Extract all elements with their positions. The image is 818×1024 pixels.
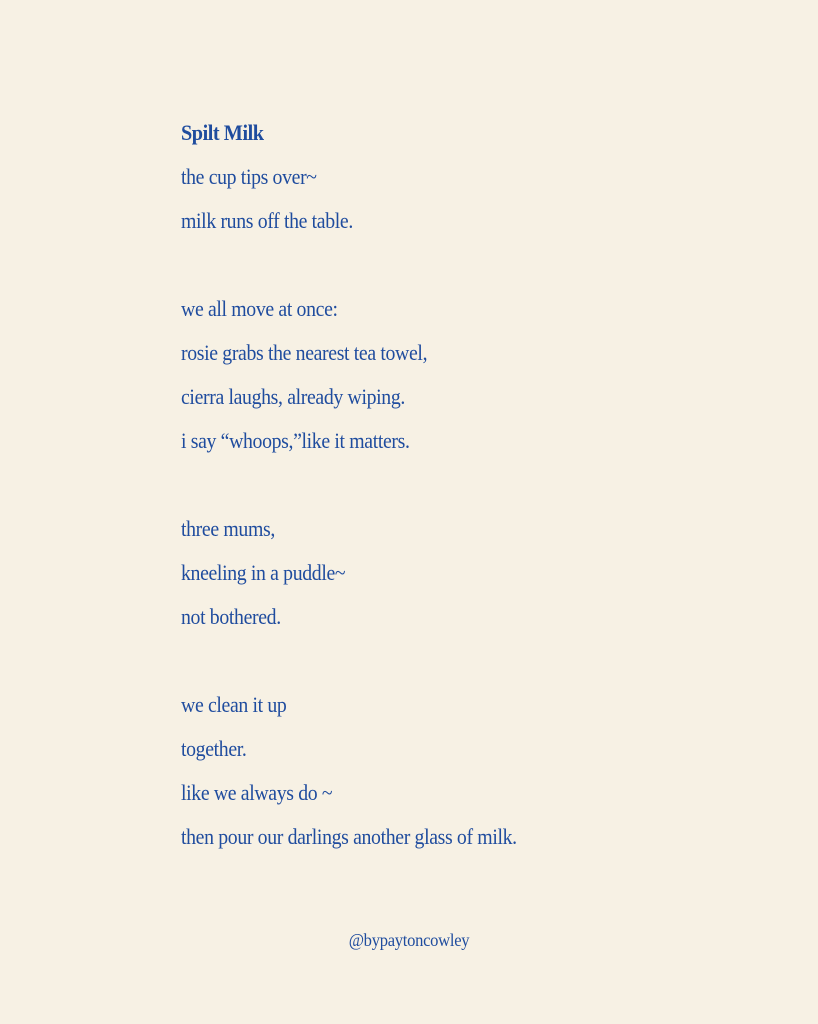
stanza-break — [181, 646, 781, 690]
stanza-2 — [181, 294, 781, 470]
poem-line: rosie grabs the nearest tea towel, — [181, 340, 428, 365]
stanza-4 — [181, 690, 781, 866]
stanza-1 — [181, 162, 781, 250]
poem — [181, 118, 781, 866]
stanza-break — [181, 470, 781, 514]
poem-line: milk runs off the table. — [181, 208, 353, 233]
poem-line: the cup tips over~ — [181, 164, 317, 189]
poem-line: we all move at once: — [181, 296, 338, 321]
poem-line: not bothered. — [181, 604, 281, 629]
poem-line: cierra laughs, already wiping. — [181, 384, 405, 409]
poem-line: like we always do ~ — [181, 780, 333, 805]
poem-line: together. — [181, 736, 247, 761]
poem-line: we clean it up — [181, 692, 287, 717]
author-handle: @bypaytoncowley — [348, 930, 470, 950]
poem-title: Spilt Milk — [181, 120, 264, 145]
poem-line: three mums, — [181, 516, 275, 541]
stanza-break — [181, 250, 781, 294]
poem-line: i say “whoops,”like it matters. — [181, 428, 410, 453]
poem-line: then pour our darlings another glass of milk. — [181, 824, 517, 849]
stanza-3 — [181, 514, 781, 646]
poem-line: kneeling in a puddle~ — [181, 560, 346, 585]
